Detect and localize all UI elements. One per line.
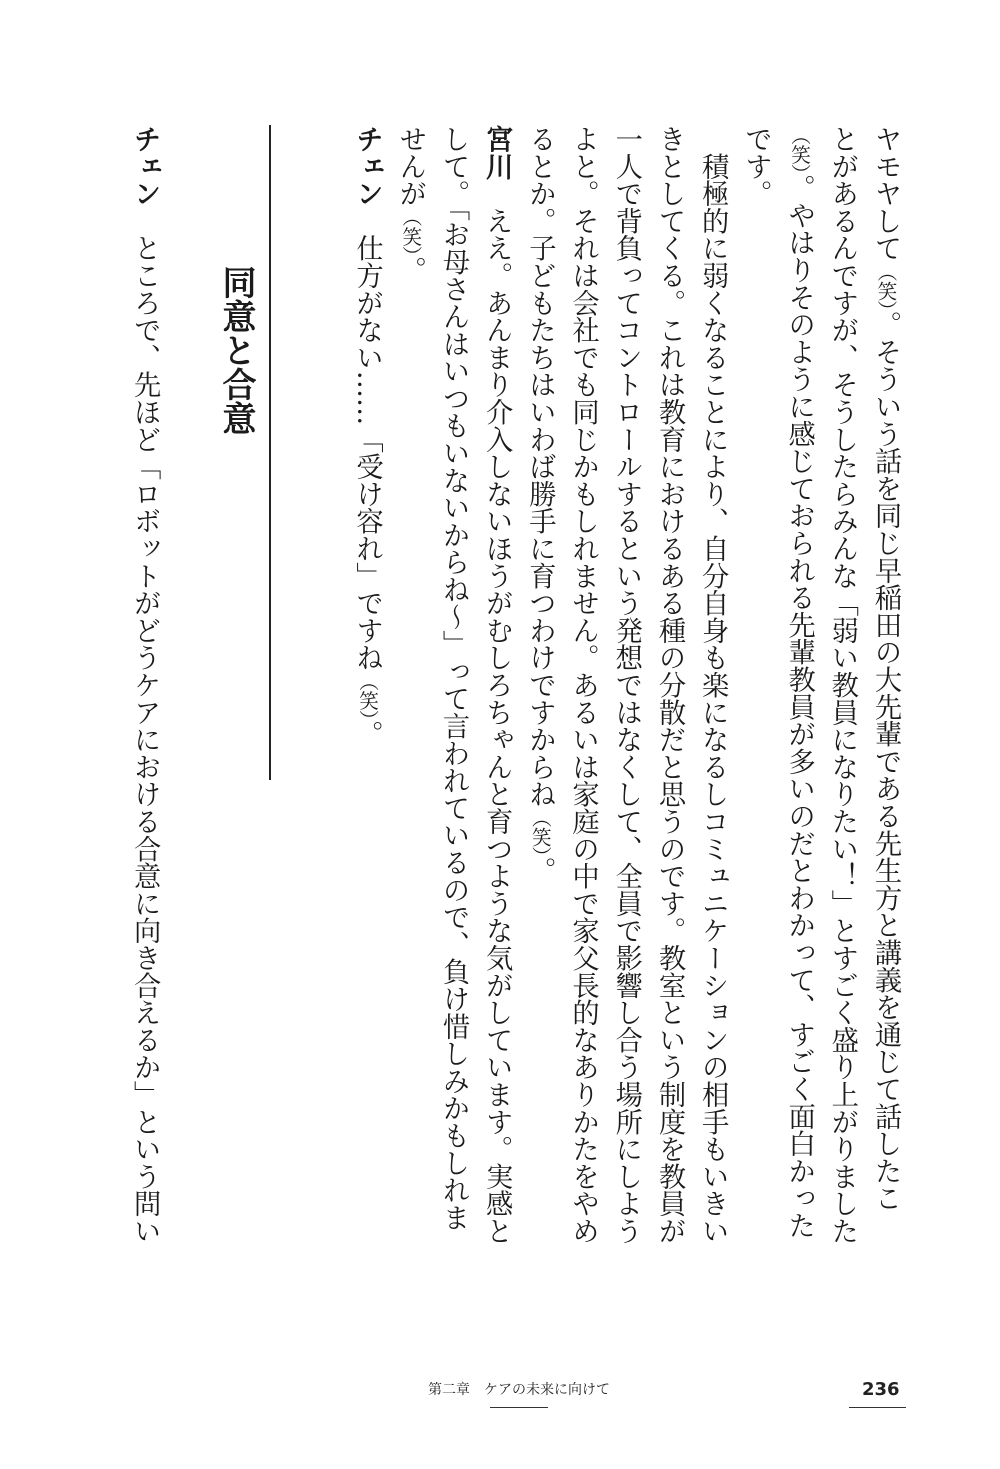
laugh-note: （笑） (355, 671, 379, 721)
text-line (777, 125, 820, 1250)
text-line (691, 125, 734, 1250)
text-segment: 。 (351, 720, 383, 748)
text-line (123, 125, 166, 1250)
text-line (605, 125, 648, 1250)
text-segment: きとしてくる。これは教育におけるある種の分散だと思うのです。教室という制度を教員が (653, 125, 685, 1245)
footer-divider (490, 1407, 548, 1408)
text-segment: 。 (524, 856, 556, 884)
text-line (561, 125, 604, 1250)
text-segment: ええ。あんまり介入しないほうがむしろちゃんと育つような気がしています。実感と (481, 179, 513, 1245)
text-segment: るとか。子どもたちはいわば勝手に育つわけですからね (524, 125, 556, 808)
section-text-block (123, 125, 166, 1250)
speaker-name: 宮川 (481, 125, 513, 180)
laugh-note: （笑） (874, 261, 897, 311)
laugh-note: （笑） (787, 125, 811, 175)
text-segment: 。そういう話を同じ早稲田の大先輩である先生方と講義を通じて話したこ (870, 310, 901, 1212)
text-line (389, 125, 432, 1250)
page-number: 236 (862, 1379, 900, 1400)
text-segment: 仕方がない……「受け容れ」ですね (351, 206, 383, 671)
text-segment: よと。それは会社でも同じかもしれません。あるいは家庭の中で家父長的なありかたをやめ (567, 125, 599, 1245)
text-segment: せんが (394, 125, 426, 207)
text-line (345, 125, 388, 1250)
section-divider (269, 125, 271, 780)
text-segment: です。 (740, 125, 772, 207)
text-line (821, 125, 864, 1250)
speaker-name: チェン (129, 125, 161, 207)
footer-divider (849, 1407, 906, 1408)
text-segment: 積極的に弱くなることにより、自分自身も楽になるしコミュニケーションの相手もいきい (697, 125, 729, 1245)
main-text-block (345, 125, 907, 1250)
text-segment: ところで、先ほど「ロボットがどうケアにおける合意に向き合えるか」という問い (129, 206, 161, 1245)
speaker-name: チェン (351, 125, 383, 207)
text-line (518, 125, 561, 1250)
laugh-note: （笑） (398, 206, 422, 257)
text-segment: ヤモヤして (870, 125, 901, 262)
text-line (864, 125, 907, 1250)
text-line (734, 125, 777, 1250)
text-segment: とがあるんですが、そうしたらみんな「弱い教員になりたい！」とすごく盛り上がりました (826, 125, 858, 1245)
text-line (475, 125, 518, 1250)
running-footer-chapter: 第二章 ケアの未来に向けて (428, 1382, 610, 1398)
section-heading: 同意と合意 (216, 265, 256, 435)
laugh-note: （笑） (528, 807, 552, 857)
text-segment: 。やはりそのように感じておられる先輩教員が多いのだとわかって、すごく面白かった (783, 174, 815, 1239)
text-segment: 一人で背負ってコントロールするという発想ではなくして、全員で影響し合う場所にしよう (610, 125, 642, 1245)
text-line (648, 125, 691, 1250)
text-segment: 。 (394, 256, 426, 284)
text-segment: して。「お母さんはいつもいないからね〜」って言われているので、負け惜しみかもしれま (437, 125, 469, 1231)
text-line (432, 125, 475, 1250)
